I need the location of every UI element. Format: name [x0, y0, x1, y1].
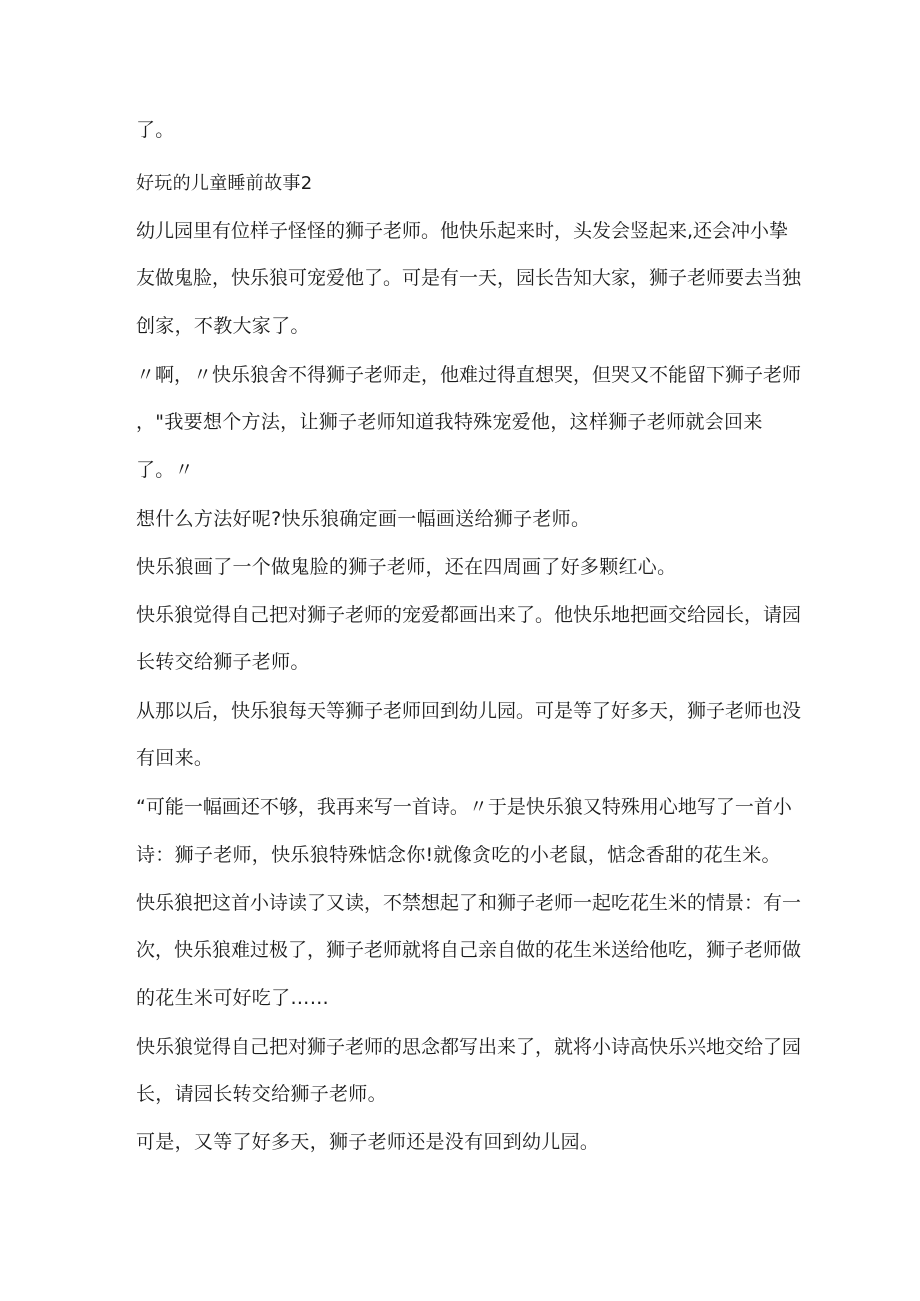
text-line-12: 长转交给狮子老师。	[136, 651, 310, 673]
text-line-5: 创家，不教大家了。	[136, 315, 310, 337]
text-line-1: 了。	[136, 119, 175, 141]
text-line-22: 可是，又等了好多天，狮子老师还是没有回到幼儿园。	[136, 1131, 600, 1153]
story-title: 好玩的儿童睡前故事2	[136, 173, 313, 194]
text-line-3: 幼儿园里有位样子怪怪的狮子老师。他快乐起来时，头发会竖起来,还会冲小挚	[136, 220, 789, 242]
text-line-11: 快乐狼觉得自己把对狮子老师的宠爱都画出来了。他快乐地把画交给园长，请园	[136, 604, 802, 626]
text-line-16: 诗：狮子老师，快乐狼特殊惦念你!就像贪吃的小老鼠，惦念香甜的花生米。	[136, 844, 781, 866]
text-line-6: 〃啊，〃快乐狼舍不得狮子老师走，他难过得直想哭，但哭又不能留下狮子老师	[136, 364, 802, 386]
text-line-15: “可能一幅画还不够，我再来写一首诗。〃于是快乐狼又特殊用心地写了一首小	[136, 796, 792, 818]
text-line-8: 了。〃	[136, 459, 194, 481]
text-line-21: 长，请园长转交给狮子老师。	[136, 1083, 387, 1105]
text-line-19: 的花生米可好吃了……	[136, 987, 330, 1009]
text-line-9: 想什么方法好呢?快乐狼确定画一幅画送给狮子老师。	[136, 508, 591, 530]
text-line-13: 从那以后，快乐狼每天等狮子老师回到幼儿园。可是等了好多天，狮子老师也没	[136, 700, 802, 722]
text-line-17: 快乐狼把这首小诗读了又读，不禁想起了和狮子老师一起吃花生米的情景：有一	[136, 892, 802, 914]
text-line-7: ，"我要想个方法，让狮子老师知道我特殊宠爱他，这样狮子老师就会回来	[136, 411, 763, 433]
text-line-20: 快乐狼觉得自己把对狮子老师的思念都写出来了，就将小诗高快乐兴地交给了园	[136, 1036, 802, 1058]
text-line-18: 次，快乐狼难过极了，狮子老师就将自己亲自做的花生米送给他吃，狮子老师做	[136, 939, 802, 961]
text-line-4: 友做鬼脸，快乐狼可宠爱他了。可是有一天，园长告知大家，狮子老师要去当独	[136, 267, 802, 289]
text-line-10: 快乐狼画了一个做鬼脸的狮子老师，还在四周画了好多颗红心。	[136, 556, 677, 578]
text-line-14: 有回来。	[136, 747, 214, 769]
